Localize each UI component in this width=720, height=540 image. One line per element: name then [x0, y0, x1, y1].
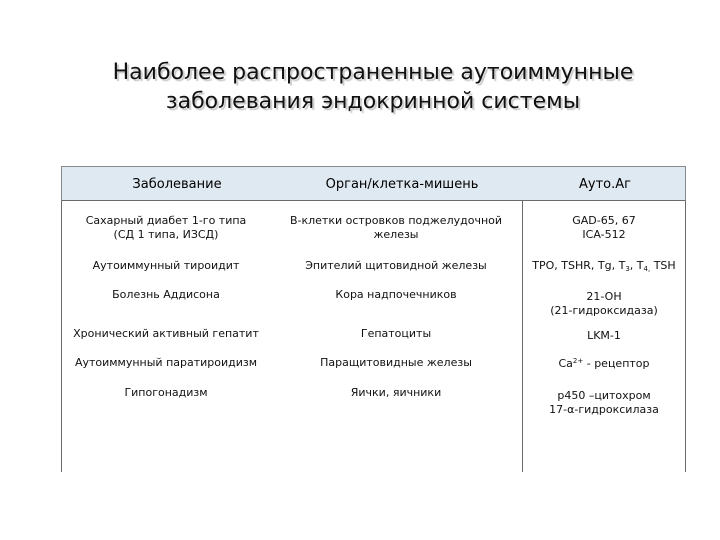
table-row-3-disease: Болезнь Аддисона — [112, 288, 220, 301]
table-row-1-antigen: GAD-65, 67 ICA-512 — [572, 214, 636, 241]
table-row-6-organ: Яички, яичники — [350, 386, 442, 399]
table-row-4-antigen: LKM-1 — [587, 329, 621, 342]
table-row-5-disease: Аутоиммунный паратироидизм — [74, 356, 258, 369]
autoimmune-table — [61, 166, 687, 472]
table-row-2-organ: Эпителий щитовидной железы — [305, 259, 487, 272]
table-row-3-antigen: 21-OH (21-гидроксидаза) — [550, 290, 658, 317]
table-border-right — [685, 201, 686, 472]
table-row-4-organ: Гепатоциты — [360, 327, 432, 340]
slide-title-line-2: заболевания эндокринной системы — [165, 89, 581, 114]
header-organ: Орган/клетка-мишень — [325, 177, 479, 192]
header-antigen: Ауто.Аг — [579, 177, 631, 192]
header-disease: Заболевание — [132, 177, 222, 192]
table-row-1-disease: Сахарный диабет 1-го типа (СД 1 типа, ИЗСД) — [85, 214, 247, 241]
table-row-2-disease: Аутоиммунный тироидит — [92, 259, 240, 272]
table-row-3-organ: Кора надпочечников — [335, 288, 457, 301]
table-row-6-disease: Гипогонадизм — [124, 386, 208, 399]
table-row-2-antigen: TPO, TSHR, Tg, $T_3$, $T_{4,}$ TSH — [532, 259, 676, 273]
table-row-4-disease: Хронический активный гепатит — [73, 327, 259, 340]
table-row-1-organ: В-клетки островков поджелудочной железы — [289, 214, 503, 241]
table-header — [61, 166, 686, 201]
table-row-6-antigen: p450 –цитохром 17-α-гидроксилаза — [549, 389, 659, 416]
slide-title — [60, 58, 686, 116]
table-row-5-organ: Паращитовидные железы — [320, 356, 472, 369]
slide-title-line-1: Наиболее распространенные аутоиммунные — [112, 60, 634, 85]
table-row-5-antigen: $Ca^{2+}$ - рецептор — [558, 357, 650, 370]
